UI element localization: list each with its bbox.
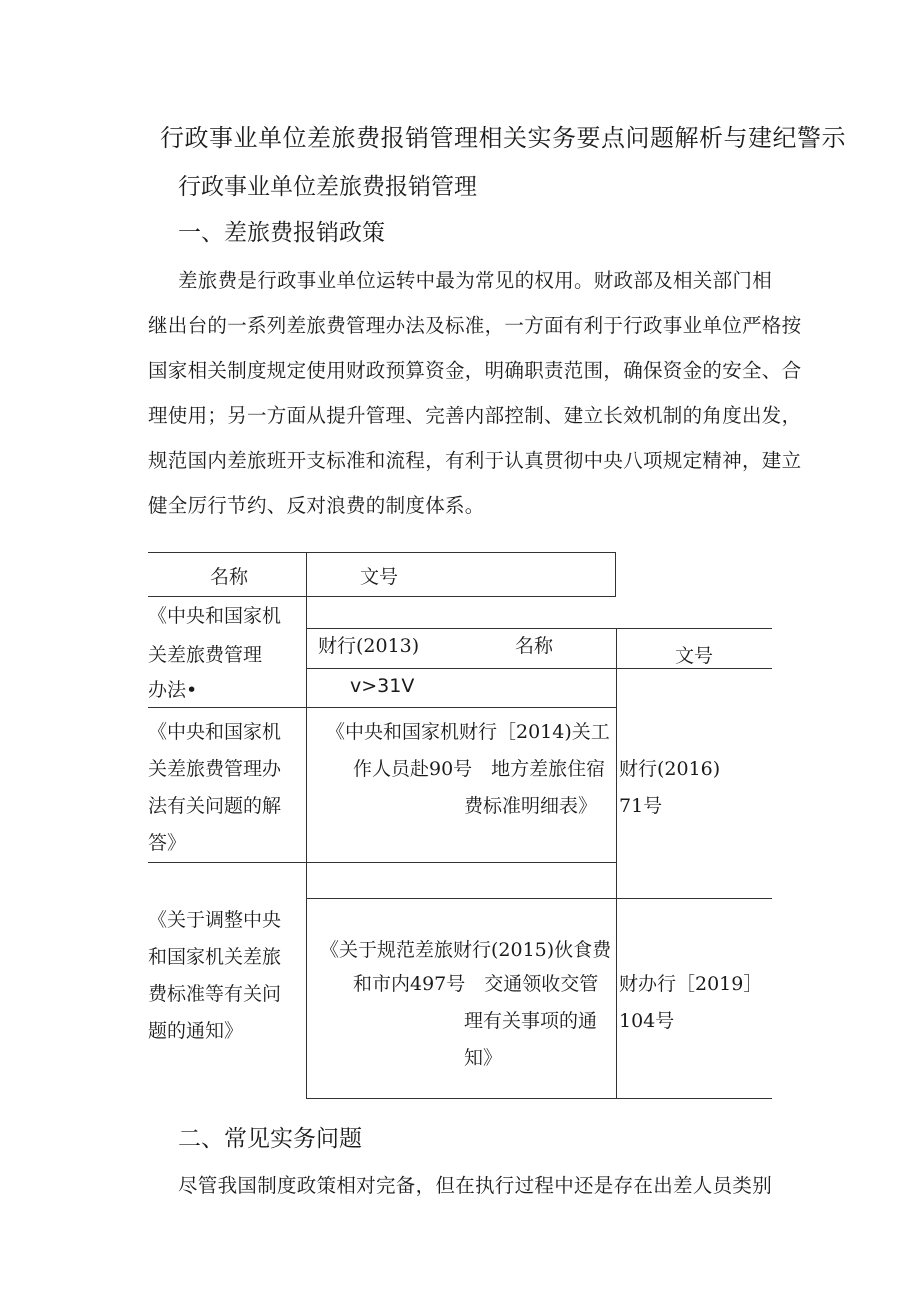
row2-title-line: 《中央和国家机财行［2014)关工	[326, 721, 610, 743]
table-rule	[306, 1098, 772, 1099]
row3-title-line: 《关于规范差旅财行(2015)伙食费	[320, 939, 612, 961]
row3-title-line: 理有关事项的通	[464, 1010, 598, 1032]
column-header-name: 名称	[210, 566, 249, 588]
section-heading-policy: 一、差旅费报销政策	[178, 220, 385, 246]
row1-name-line: 关差旅费管理	[148, 644, 263, 666]
paragraph-line: 继出台的一系列差旅费管理办法及标准，一方面有利于行政事业单位严格按	[148, 314, 802, 337]
row3-name-line: 题的通知》	[148, 1020, 244, 1042]
row2-title-line: 作人员赴90号 地方差旅住宿	[353, 758, 606, 780]
paragraph-line: 差旅费是行政事业单位运转中最为常见的权用。财政部及相关部门相	[178, 269, 773, 292]
row3-name-line: 费标准等有关问	[148, 983, 282, 1005]
paragraph-line: 国家相关制度规定使用财政预算资金，明确职责范围，确保资金的安全、合	[148, 359, 802, 382]
row1-name-line: 《中央和国家机	[148, 605, 282, 627]
table-rule	[148, 862, 616, 863]
row3-number-line: 104号	[619, 1010, 675, 1032]
table-divider	[616, 628, 617, 898]
table-divider	[615, 552, 616, 596]
row1-number-b: v>31V	[350, 675, 415, 697]
row1-name-line: 办法•	[148, 679, 198, 701]
paragraph-line: 健全厉行节约、反对浪费的制度体系。	[148, 494, 485, 517]
row3-number-line: 财办行［2019］	[619, 973, 763, 995]
row2-name-line: 答》	[148, 832, 187, 854]
row2-number-line: 71号	[619, 795, 663, 817]
table-rule	[148, 596, 616, 597]
row3-title-line: 知》	[464, 1047, 503, 1069]
row3-name-line: 《关于调整中央	[148, 909, 282, 931]
paragraph-line: 规范国内差旅班开支标准和流程，有利于认真贯彻中央八项规定精神，建立	[148, 449, 802, 472]
row2-name-line: 《中央和国家机	[148, 721, 282, 743]
row3-name-line: 和国家机关差旅	[148, 946, 282, 968]
row1-number-a: 财行(2013)	[318, 635, 420, 657]
row2-name-line: 关差旅费管理办	[148, 758, 282, 780]
inner-header-number: 文号	[675, 645, 714, 667]
table-divider	[306, 552, 307, 1098]
paragraph-line: 理使用；另一方面从提升管理、完善内部控制、建立长效机制的角度出发，	[148, 404, 802, 427]
table-divider	[616, 898, 617, 1098]
section-heading-issues: 二、常见实务问题	[178, 1126, 362, 1152]
paragraph-issues: 尽管我国制度政策相对完备，但在执行过程中还是存在出差人员类别	[178, 1174, 773, 1197]
row2-number-line: 财行(2016)	[619, 758, 721, 780]
column-header-number: 文号	[360, 566, 399, 588]
row3-title-line: 和市内497号 交通领收交管	[353, 973, 599, 995]
row2-name-line: 法有关问题的解	[148, 795, 282, 817]
table-rule	[148, 552, 616, 553]
table-rule	[148, 707, 616, 708]
document-title: 行政事业单位差旅费报销管理相关实务要点问题解析与建纪警示	[160, 124, 846, 152]
inner-header-name: 名称	[515, 635, 554, 657]
document-subtitle: 行政事业单位差旅费报销管理	[178, 174, 477, 200]
row2-title-line: 费标准明细表》	[464, 795, 598, 817]
table-rule	[306, 898, 772, 899]
